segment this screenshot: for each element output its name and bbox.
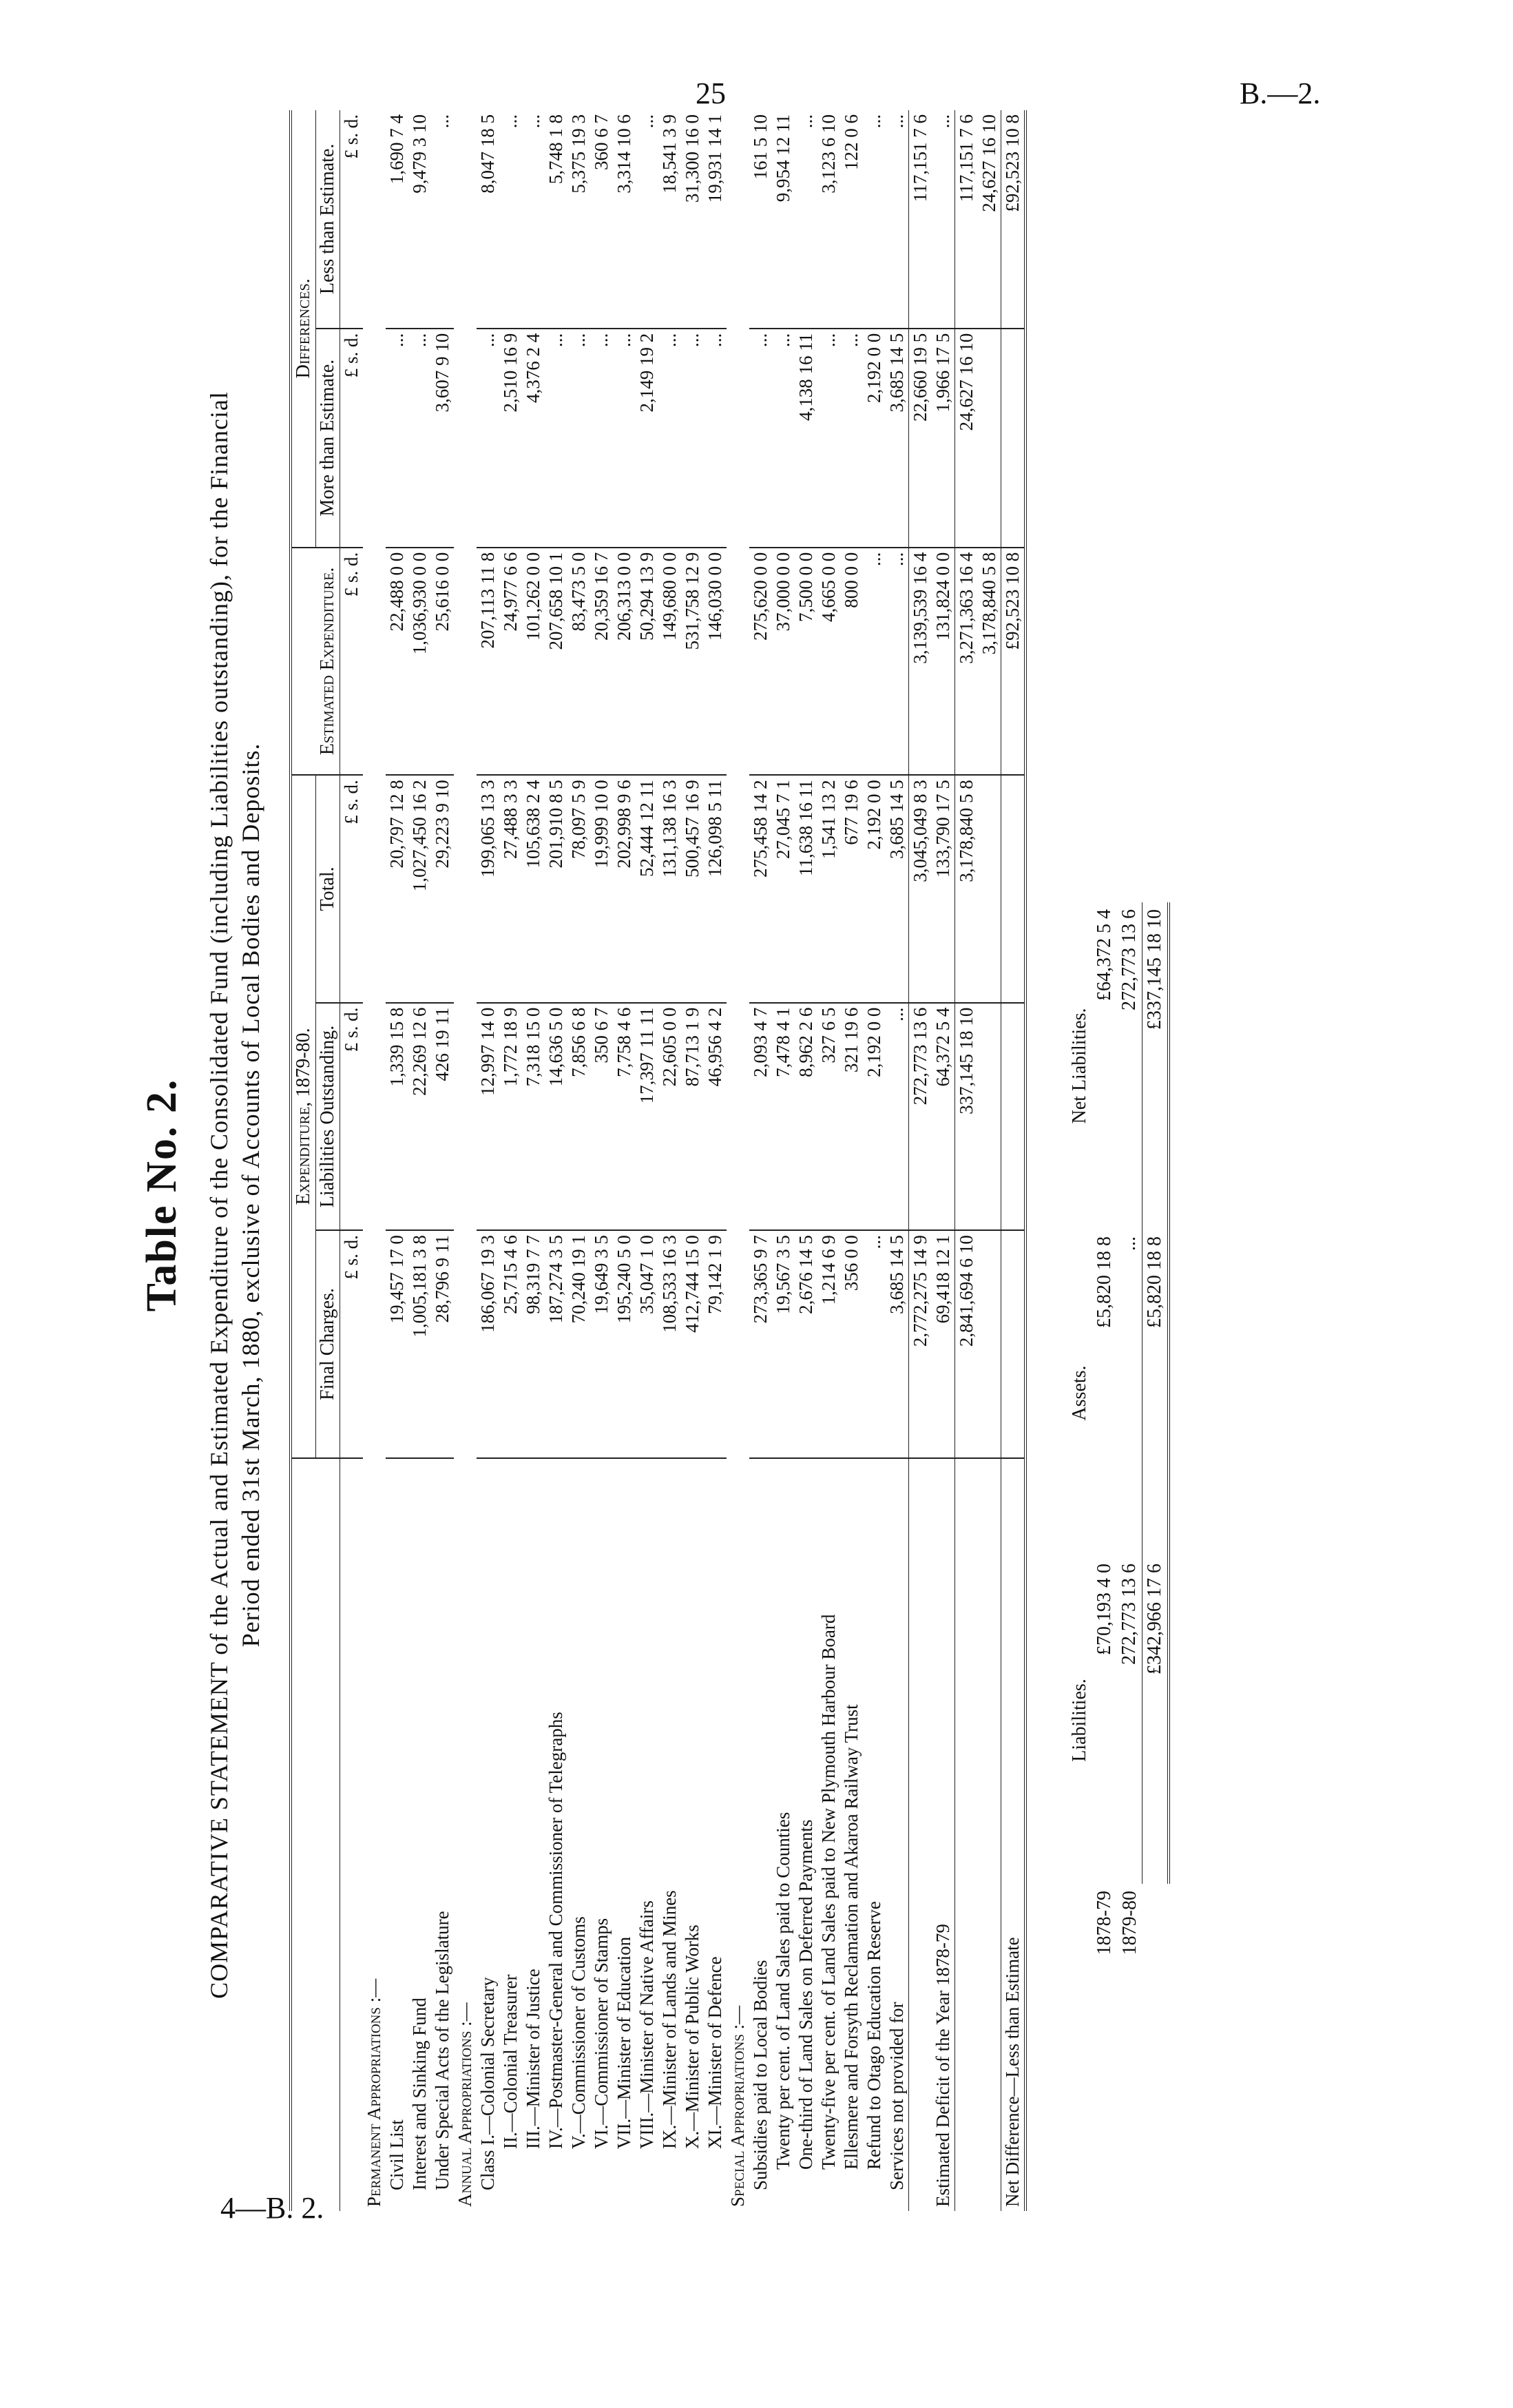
page-number: 25	[696, 76, 726, 110]
total-cell: 52,444 12 11	[636, 775, 658, 1002]
row-label: XI.—Minister of Defence	[705, 1956, 725, 2149]
less-than-estimate-cell: 8,047 18 5	[477, 110, 499, 329]
liabilities-outstanding-header: Liabilities Outstanding.	[316, 1003, 340, 1230]
totals-estimated: 3,271,363 16 4	[955, 548, 979, 775]
liabilities-cell: 17,397 11 11	[636, 1003, 658, 1230]
summary-assets: ...	[1117, 1229, 1142, 1557]
less-than-estimate-cell: 360 6 7	[590, 110, 613, 329]
summary-net: 272,773 13 6	[1117, 902, 1142, 1229]
total-cell: 27,045 7 1	[772, 775, 795, 1002]
total-cell: 20,797 12 8	[386, 775, 408, 1002]
subtotal-less: 117,151 7 6	[909, 110, 932, 329]
liabilities-cell: 22,269 12 6	[408, 1003, 431, 1230]
less-than-estimate-cell: ...	[431, 110, 454, 329]
more-than-estimate-cell: 2,192 0 0	[863, 329, 886, 548]
less-than-estimate-cell: ...	[636, 110, 658, 329]
table-row	[863, 110, 886, 2211]
row-label: Twenty per cent. of Land Sales paid to Counties	[773, 1812, 793, 2170]
page-reference: B.—2.	[1240, 76, 1321, 110]
final-charges-cell: ...	[863, 1230, 886, 1457]
totals-final-charges: 2,841,694 6 10	[955, 1230, 979, 1457]
less-than-estimate-cell: 1,690 7 4	[386, 110, 408, 329]
estimated-cell: 22,488 0 0	[386, 548, 408, 775]
more-than-estimate-cell: ...	[704, 329, 727, 548]
more-than-estimate-cell: ...	[613, 329, 636, 548]
liabilities-cell: 426 19 11	[431, 1003, 454, 1230]
final-charges-cell: 3,685 14 5	[886, 1230, 909, 1457]
row-label: Civil List	[386, 2119, 407, 2190]
more-than-estimate-cell: ...	[477, 329, 499, 548]
summary-assets: £5,820 18 8	[1094, 1236, 1115, 1328]
total-cell: 199,065 13 3	[477, 775, 499, 1002]
net-difference-less: £92,523 10 8	[1001, 110, 1026, 329]
total-cell: 2,192 0 0	[863, 775, 886, 1002]
subtotal-estimated: 3,139,539 16 4	[909, 548, 932, 775]
less-than-estimate-cell: 9,479 3 10	[408, 110, 431, 329]
net-difference-estimated: £92,523 10 8	[1001, 548, 1026, 775]
table-row	[817, 110, 840, 2211]
summary-row	[1117, 902, 1142, 2211]
liabilities-cell: 7,318 15 0	[522, 1003, 545, 1230]
liabilities-summary	[1067, 902, 1170, 2211]
final-charges-cell: 195,240 5 0	[613, 1230, 636, 1457]
deficit-row	[932, 110, 955, 2211]
final-charges-cell: 2,676 14 5	[795, 1230, 817, 1457]
row-label: Interest and Sinking Fund	[409, 1997, 430, 2190]
total-cell: 3,685 14 5	[886, 775, 909, 1002]
table-row	[477, 110, 499, 2211]
less-than-estimate-cell: 18,541 3 9	[658, 110, 681, 329]
units-label: £ s. d.	[340, 1230, 364, 1457]
final-charges-cell: 19,649 3 5	[590, 1230, 613, 1457]
totals-total: 3,178,840 5 8	[955, 775, 979, 1002]
less-than-estimate-cell: 9,954 12 11	[772, 110, 795, 329]
summary-year: 1878-79	[1094, 1891, 1115, 1955]
summary-liabilities: £70,193 4 0	[1094, 1564, 1115, 1655]
final-charges-cell: 1,214 6 9	[817, 1230, 840, 1457]
total-cell: 19,999 10 0	[590, 775, 613, 1002]
row-label: Services not provided for	[886, 2002, 907, 2190]
less-than-estimate-cell: ...	[499, 110, 522, 329]
more-than-estimate-cell: 4,138 16 11	[795, 329, 817, 548]
more-than-estimate-cell: ...	[681, 329, 704, 548]
table-row	[590, 110, 613, 2211]
row-label: VI.—Commissioner of Stamps	[591, 1918, 612, 2149]
row-label: III.—Minister of Justice	[523, 1969, 543, 2149]
total-cell: 27,488 3 3	[499, 775, 522, 1002]
table-row	[795, 110, 817, 2211]
net-difference-row	[1001, 110, 1026, 2211]
final-charges-cell: 108,533 16 3	[658, 1230, 681, 1457]
more-than-estimate-header: More than Estimate.	[316, 329, 340, 548]
estimated-header: Estimated Expenditure.	[291, 548, 340, 775]
description-header	[291, 1458, 340, 2211]
row-label: Under Special Acts of the Legislature	[432, 1911, 452, 2190]
more-than-estimate-cell: ...	[545, 329, 567, 548]
row-label: VII.—Minister of Education	[614, 1936, 634, 2149]
table-row	[772, 110, 795, 2211]
final-charges-cell: 25,715 4 6	[499, 1230, 522, 1457]
liabilities-cell: 87,713 1 9	[681, 1003, 704, 1230]
table-row	[749, 110, 772, 2211]
estimated-cell: ...	[863, 548, 886, 775]
final-charges-header: Final Charges.	[316, 1230, 340, 1457]
less-than-estimate-cell: 122 0 6	[840, 110, 863, 329]
total-cell: 131,138 16 3	[658, 775, 681, 1002]
table-caption	[203, 110, 267, 2280]
totals2-less: 24,627 16 10	[978, 110, 1001, 329]
more-than-estimate-cell: ...	[772, 329, 795, 548]
total-cell: 677 19 6	[840, 775, 863, 1002]
final-charges-cell: 187,274 3 5	[545, 1230, 567, 1457]
less-than-estimate-cell: ...	[795, 110, 817, 329]
comparative-statement-table	[289, 110, 1027, 2211]
row-label: Twenty-five per cent. of Land Sales paid to New Plymouth Harbour Board	[818, 1614, 839, 2170]
liabilities-cell: 14,636 5 0	[545, 1003, 567, 1230]
summary-liabilities-header: Liabilities.	[1069, 1679, 1090, 1762]
estimated-cell: 7,500 0 0	[795, 548, 817, 775]
liabilities-cell: 7,856 6 8	[567, 1003, 590, 1230]
liabilities-cell: 1,772 18 9	[499, 1003, 522, 1230]
estimated-cell: 20,359 16 7	[590, 548, 613, 775]
totals-more: 24,627 16 10	[955, 329, 979, 548]
row-label: Subsidies paid to Local Bodies	[750, 1960, 771, 2190]
summary-year: 1879-80	[1118, 1891, 1140, 1955]
final-charges-cell: 412,744 15 0	[681, 1230, 704, 1457]
final-charges-cell: 28,796 9 11	[431, 1230, 454, 1457]
summary-row	[1092, 902, 1117, 2211]
estimated-cell: 531,758 12 9	[681, 548, 704, 775]
total-cell: 11,638 16 11	[795, 775, 817, 1002]
total-cell: 105,638 2 4	[522, 775, 545, 1002]
rotated-page-content	[138, 110, 1267, 2280]
less-than-estimate-cell: 31,300 16 0	[681, 110, 704, 329]
estimated-cell: 50,294 13 9	[636, 548, 658, 775]
total-cell: 1,027,450 16 2	[408, 775, 431, 1002]
row-label: IX.—Minister of Lands and Mines	[659, 1890, 680, 2149]
units-label: £ s. d.	[340, 329, 364, 548]
final-charges-cell: 356 0 0	[840, 1230, 863, 1457]
row-label: One-third of Land Sales on Deferred Payments	[795, 1819, 816, 2170]
net-difference-label: Net Difference—Less than Estimate	[1001, 1458, 1026, 2211]
section-special: Special Appropriations :—	[727, 2005, 748, 2207]
table-row	[613, 110, 636, 2211]
more-than-estimate-cell: 3,685 14 5	[886, 329, 909, 548]
more-than-estimate-cell: ...	[840, 329, 863, 548]
deficit-estimated: 131,824 0 0	[932, 548, 955, 775]
units-label: £ s. d.	[340, 548, 364, 775]
final-charges-cell: 79,142 1 9	[704, 1230, 727, 1457]
liabilities-cell: 2,093 4 7	[749, 1003, 772, 1230]
estimated-cell: 37,000 0 0	[772, 548, 795, 775]
summary-liabilities: 272,773 13 6	[1117, 1557, 1142, 1884]
table-title: Table No. 2.	[138, 1078, 185, 1312]
total-cell: 29,223 9 10	[431, 775, 454, 1002]
totals-row	[955, 110, 979, 2211]
row-label: IV.—Postmaster-General and Commissioner of Telegraphs	[545, 1712, 566, 2149]
liabilities-cell: 2,192 0 0	[863, 1003, 886, 1230]
less-than-estimate-cell: ...	[863, 110, 886, 329]
estimated-cell: 207,113 11 8	[477, 548, 499, 775]
more-than-estimate-cell: ...	[567, 329, 590, 548]
liabilities-cell: 22,605 0 0	[658, 1003, 681, 1230]
final-charges-cell: 19,567 3 5	[772, 1230, 795, 1457]
less-than-estimate-cell: 19,931 14 1	[704, 110, 727, 329]
estimated-cell: ...	[886, 548, 909, 775]
summary-total-assets: £5,820 18 8	[1142, 1229, 1169, 1557]
total-cell: 1,541 13 2	[817, 775, 840, 1002]
differences-header: Differences.	[291, 110, 316, 548]
estimated-cell: 206,313 0 0	[613, 548, 636, 775]
total-header: Total.	[316, 775, 340, 1002]
more-than-estimate-cell: ...	[386, 329, 408, 548]
less-than-estimate-cell: 3,123 6 10	[817, 110, 840, 329]
estimated-cell: 1,036,930 0 0	[408, 548, 431, 775]
units-label: £ s. d.	[340, 1003, 364, 1230]
estimated-cell: 83,473 5 0	[567, 548, 590, 775]
less-than-estimate-cell: 5,748 1 8	[545, 110, 567, 329]
final-charges-cell: 98,319 7 7	[522, 1230, 545, 1457]
caption-line-2: Period ended 31st March, 1880, exclusive of Accounts of Local Bodies and Deposits.	[237, 743, 264, 1648]
estimated-cell: 275,620 0 0	[749, 548, 772, 775]
deficit-label: Estimated Deficit of the Year 1878-79	[932, 1924, 953, 2207]
more-than-estimate-cell: ...	[749, 329, 772, 548]
subtotal-row	[909, 110, 932, 2211]
table-row	[840, 110, 863, 2211]
row-label: II.—Colonial Treasurer	[500, 1974, 521, 2149]
units-label: £ s. d.	[340, 110, 364, 329]
more-than-estimate-cell: ...	[658, 329, 681, 548]
table-row	[386, 110, 408, 2211]
summary-net: £64,372 5 4	[1094, 909, 1115, 1001]
liabilities-cell: 350 6 7	[590, 1003, 613, 1230]
less-than-estimate-cell: 5,375 19 3	[567, 110, 590, 329]
table-row	[567, 110, 590, 2211]
estimated-cell: 101,262 0 0	[522, 548, 545, 775]
table-row	[658, 110, 681, 2211]
deficit-liabilities: 64,372 5 4	[932, 1003, 955, 1230]
table-row	[886, 110, 909, 2211]
table-row	[545, 110, 567, 2211]
deficit-total: 133,790 17 5	[932, 775, 955, 1002]
table-row	[499, 110, 522, 2211]
totals-less: 117,151 7 6	[955, 110, 979, 329]
summary-net-header: Net Liabilities.	[1069, 1008, 1090, 1124]
subtotal-total: 3,045,049 8 3	[909, 775, 932, 1002]
summary-total-liabilities: £342,966 17 6	[1142, 1557, 1169, 1884]
estimated-cell: 800 0 0	[840, 548, 863, 775]
liabilities-cell: 8,962 2 6	[795, 1003, 817, 1230]
row-label: Refund to Otago Education Reserve	[864, 1901, 884, 2170]
more-than-estimate-cell: 4,376 2 4	[522, 329, 545, 548]
row-label: V.—Commissioner of Customs	[568, 1916, 589, 2149]
page-footer: 4—B. 2.	[220, 2191, 324, 2225]
deficit-more: 1,966 17 5	[932, 329, 955, 548]
final-charges-cell: 19,457 17 0	[386, 1230, 408, 1457]
total-cell: 126,098 5 11	[704, 775, 727, 1002]
row-label: Ellesmere and Forsyth Reclamation and Akaroa Railway Trust	[841, 1704, 862, 2170]
summary-assets-header: Assets.	[1069, 1365, 1090, 1421]
row-label: X.—Minister of Public Works	[682, 1924, 702, 2149]
summary-total-net: £337,145 18 10	[1142, 902, 1169, 1229]
more-than-estimate-cell: ...	[817, 329, 840, 548]
liabilities-cell: 327 6 5	[817, 1003, 840, 1230]
table-body	[340, 110, 1026, 2211]
caption-line-1: COMPARATIVE STATEMENT of the Actual and Estimated Expenditure of the Consolidated Fund (including Liabilities outstanding), for the Financial	[205, 391, 233, 1999]
estimated-cell: 24,977 6 6	[499, 548, 522, 775]
total-cell: 201,910 8 5	[545, 775, 567, 1002]
total-cell: 202,998 9 6	[613, 775, 636, 1002]
table-row	[522, 110, 545, 2211]
subtotal-liabilities: 272,773 13 6	[909, 1003, 932, 1230]
less-than-estimate-cell: 3,314 10 6	[613, 110, 636, 329]
estimated-cell: 207,658 10 1	[545, 548, 567, 775]
totals-row-2	[978, 110, 1001, 2211]
subtotal-more: 22,660 19 5	[909, 329, 932, 548]
deficit-less: ...	[932, 110, 955, 329]
totals-liabilities: 337,145 18 10	[955, 1003, 979, 1230]
more-than-estimate-cell: 2,510 16 9	[499, 329, 522, 548]
section-annual: Annual Appropriations :—	[455, 2002, 475, 2207]
less-than-estimate-cell: ...	[886, 110, 909, 329]
table-row	[636, 110, 658, 2211]
less-than-estimate-header: Less than Estimate.	[316, 110, 340, 329]
expenditure-header: Expenditure, 1879-80.	[291, 775, 316, 1457]
liabilities-cell: 7,478 4 1	[772, 1003, 795, 1230]
total-cell: 78,097 5 9	[567, 775, 590, 1002]
estimated-cell: 4,665 0 0	[817, 548, 840, 775]
liabilities-cell: 12,997 14 0	[477, 1003, 499, 1230]
final-charges-cell: 70,240 19 1	[567, 1230, 590, 1457]
liabilities-cell: 7,758 4 6	[613, 1003, 636, 1230]
final-charges-cell: 273,365 9 7	[749, 1230, 772, 1457]
units-label: £ s. d.	[340, 775, 364, 1002]
final-charges-cell: 1,005,181 3 8	[408, 1230, 431, 1457]
final-charges-cell: 186,067 19 3	[477, 1230, 499, 1457]
liabilities-cell: 321 19 6	[840, 1003, 863, 1230]
estimated-cell: 146,030 0 0	[704, 548, 727, 775]
estimated-cell: 25,616 0 0	[431, 548, 454, 775]
summary-total-row	[1142, 902, 1169, 2211]
more-than-estimate-cell: ...	[408, 329, 431, 548]
less-than-estimate-cell: 161 5 10	[749, 110, 772, 329]
table-row	[431, 110, 454, 2211]
less-than-estimate-cell: ...	[522, 110, 545, 329]
row-label: Class I.—Colonial Secretary	[477, 1977, 498, 2190]
more-than-estimate-cell: 3,607 9 10	[431, 329, 454, 548]
section-permanent: Permanent Appropriations :—	[364, 1978, 384, 2207]
final-charges-cell: 35,047 1 0	[636, 1230, 658, 1457]
row-label: VIII.—Minister of Native Affairs	[636, 1900, 657, 2149]
table-row	[408, 110, 431, 2211]
total-cell: 500,457 16 9	[681, 775, 704, 1002]
table-row	[681, 110, 704, 2211]
total-cell: 275,458 14 2	[749, 775, 772, 1002]
estimated-cell: 149,680 0 0	[658, 548, 681, 775]
deficit-final-charges: 69,418 12 1	[932, 1230, 955, 1457]
more-than-estimate-cell: ...	[590, 329, 613, 548]
liabilities-cell: 1,339 15 8	[386, 1003, 408, 1230]
subtotal-final-charges: 2,772,275 14 9	[909, 1230, 932, 1457]
table-row	[704, 110, 727, 2211]
totals2-estimated: 3,178,840 5 8	[978, 548, 1001, 775]
liabilities-cell: 46,956 4 2	[704, 1003, 727, 1230]
liabilities-cell: ...	[886, 1003, 909, 1230]
more-than-estimate-cell: 2,149 19 2	[636, 329, 658, 548]
